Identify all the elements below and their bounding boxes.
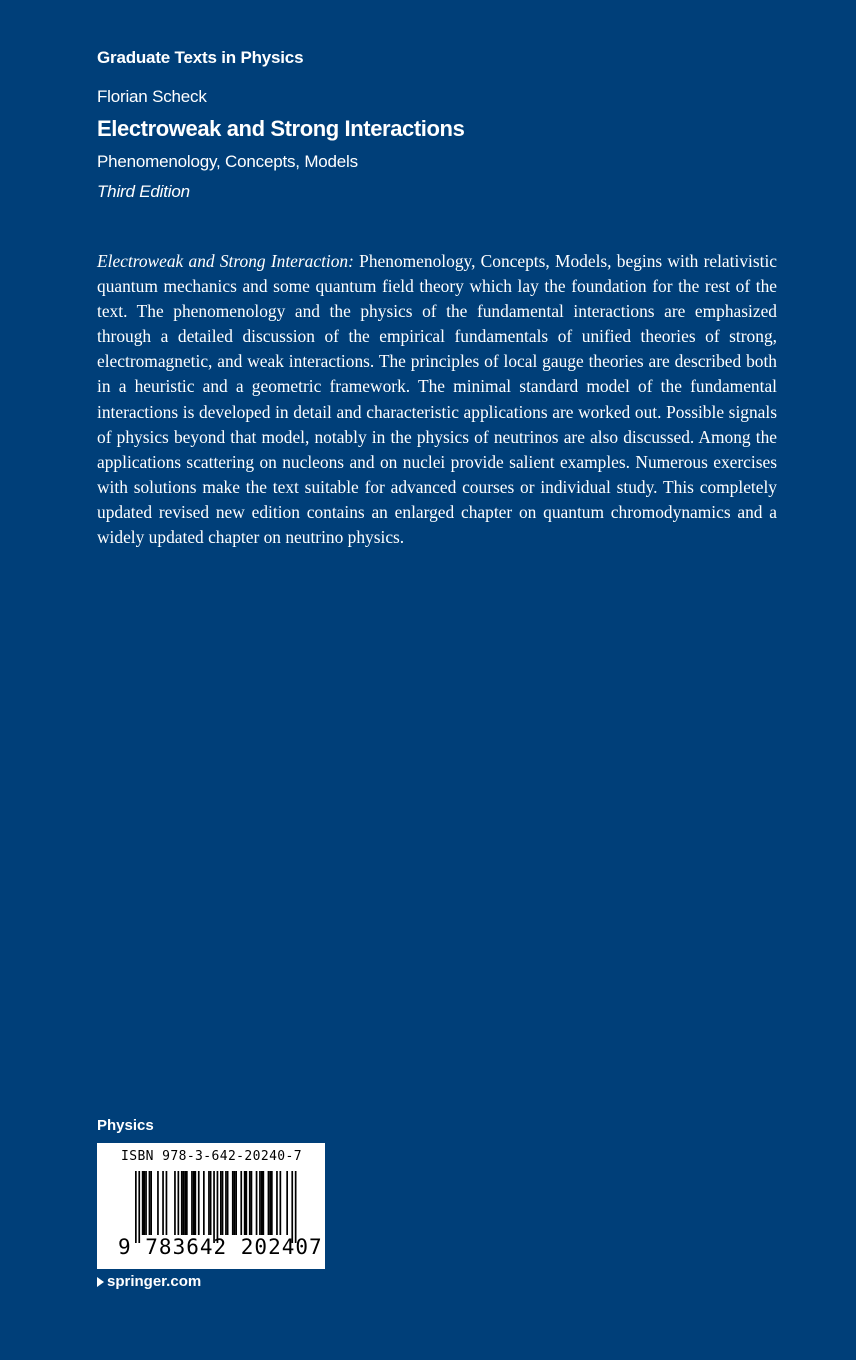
barcode-bar bbox=[145, 1171, 147, 1235]
barcode-bar bbox=[162, 1171, 164, 1235]
barcode-bar bbox=[181, 1171, 183, 1235]
publisher-url: springer.com bbox=[107, 1273, 202, 1290]
barcode-bar bbox=[184, 1171, 186, 1235]
barcode-bar bbox=[291, 1171, 293, 1243]
barcode-bar bbox=[150, 1171, 152, 1235]
barcode-bar bbox=[138, 1171, 140, 1243]
barcode-bar bbox=[217, 1171, 219, 1243]
barcode-bar bbox=[276, 1171, 278, 1235]
book-title: Electroweak and Strong Interactions bbox=[97, 116, 465, 141]
barcode-bar bbox=[208, 1171, 210, 1235]
barcode-bar bbox=[166, 1171, 168, 1235]
barcode-bar bbox=[268, 1171, 270, 1235]
barcode-digits: 9 783642 202407 bbox=[118, 1235, 323, 1259]
barcode-bar bbox=[191, 1171, 193, 1235]
isbn-label: ISBN 978-3-642-20240-7 bbox=[121, 1149, 302, 1164]
barcode-bar bbox=[193, 1171, 195, 1235]
barcode-bar bbox=[178, 1171, 180, 1235]
barcode-bar bbox=[295, 1171, 297, 1243]
subject-category: Physics bbox=[97, 1117, 154, 1134]
barcode-bar bbox=[232, 1171, 234, 1235]
barcode-bar bbox=[234, 1171, 236, 1235]
barcode-bar bbox=[135, 1171, 137, 1243]
barcode-bar bbox=[246, 1171, 248, 1235]
barcode-bar bbox=[280, 1171, 282, 1235]
barcode-bar bbox=[198, 1171, 200, 1235]
barcode-bar bbox=[213, 1171, 215, 1243]
author-name: Florian Scheck bbox=[97, 87, 207, 106]
barcode-bar bbox=[222, 1171, 224, 1235]
description-lead: Electroweak and Strong Interaction: bbox=[97, 251, 354, 271]
barcode-bar bbox=[227, 1171, 229, 1235]
barcode-bar bbox=[263, 1171, 265, 1235]
series-name: Graduate Texts in Physics bbox=[97, 48, 304, 67]
book-description bbox=[97, 249, 777, 550]
book-subtitle: Phenomenology, Concepts, Models bbox=[97, 152, 358, 171]
barcode-bar bbox=[256, 1171, 258, 1235]
arrow-right-icon bbox=[97, 1277, 104, 1287]
barcode-bar bbox=[269, 1171, 271, 1235]
barcode-bar bbox=[186, 1171, 188, 1235]
barcode-bar bbox=[144, 1171, 146, 1235]
edition-label: Third Edition bbox=[97, 182, 190, 201]
publisher-link[interactable] bbox=[97, 1273, 201, 1290]
barcode-bar bbox=[235, 1171, 237, 1235]
barcode-bar bbox=[240, 1171, 242, 1235]
barcode-bar bbox=[259, 1171, 261, 1235]
barcode-bar bbox=[149, 1171, 151, 1235]
barcode-bar bbox=[261, 1171, 263, 1235]
isbn-barcode bbox=[97, 1143, 325, 1269]
barcode-bar bbox=[251, 1171, 253, 1235]
barcode-bar bbox=[210, 1171, 212, 1235]
barcode-bar bbox=[183, 1171, 185, 1235]
barcode-bar bbox=[195, 1171, 197, 1235]
barcode-bar bbox=[157, 1171, 159, 1235]
barcode-bar bbox=[174, 1171, 176, 1235]
barcode-bar bbox=[225, 1171, 227, 1235]
description-text: Phenomenology, Concepts, Models, begins with relativistic quantum mechanics and some quantum field theory which lay the foundation for the rest of the text. The phenomenology and the physics of the fundamental interactions are emphasized through a detailed discussion of the empirical fundamentals of unified theories of strong, electromagnetic, and weak interactions. The principles of local gauge theories are described both in a heuristic and a geometric framework. The minimal standard model of the fundamental interactions is developed in detail and characteristic applications are worked out. Possible signals of physics beyond that model, notably in the physics of neutrinos are also discussed. Among the applications scattering on nucleons and on nuclei provide salient examples. Numerous exercises with solutions make the text suitable for advanced courses or individual study. This completely updated revised new edition contains an enlarged chapter on quantum chromodynamics and a widely updated chapter on neutrino physics. bbox=[97, 251, 777, 548]
barcode-bar bbox=[286, 1171, 288, 1235]
barcode-bar bbox=[244, 1171, 246, 1235]
barcode-bar bbox=[249, 1171, 251, 1235]
barcode-bar bbox=[142, 1171, 144, 1235]
barcode-bar bbox=[271, 1171, 273, 1235]
barcode-bar bbox=[203, 1171, 205, 1235]
barcode-bar bbox=[220, 1171, 222, 1235]
